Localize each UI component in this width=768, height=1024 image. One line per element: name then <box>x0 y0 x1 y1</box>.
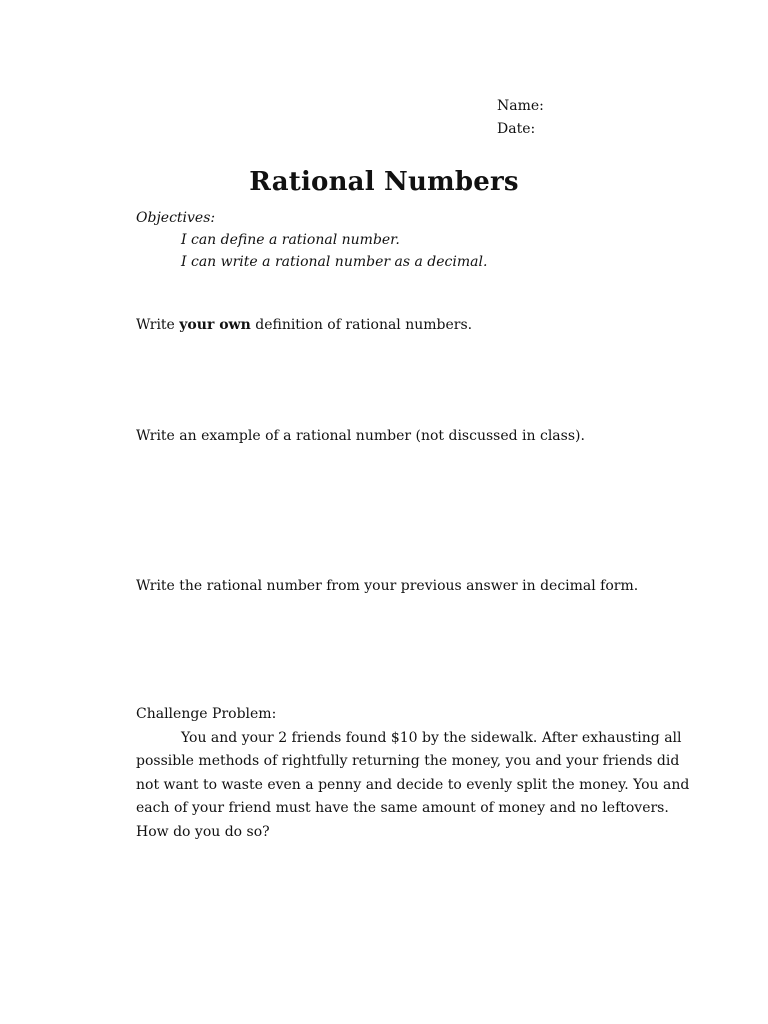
objective-item: I can write a rational number as a decimal. <box>181 254 488 270</box>
name-label: Name: <box>497 98 544 114</box>
question-emphasis: your own <box>179 317 251 333</box>
question-definition <box>136 314 472 336</box>
page-title: Rational Numbers <box>249 167 519 197</box>
question-text: Write <box>136 317 180 333</box>
challenge-question: How do you do so? <box>136 823 270 840</box>
question-example: Write an example of a rational number (not discussed in class). <box>136 428 585 444</box>
question-decimal-form: Write the rational number from your previous answer in decimal form. <box>136 578 639 594</box>
student-info <box>497 95 544 141</box>
objectives-section <box>136 207 487 273</box>
challenge-body: You and your 2 friends found $10 by the sidewalk. After exhausting all possible methods of rightfully returning the money, you and your friends did not want to waste even a penny and decide to evenly split the money. You and each of your friend must have the same amount of money and no leftovers. <box>136 729 690 816</box>
objective-item: I can define a rational number. <box>181 232 400 248</box>
challenge-problem <box>136 703 696 844</box>
question-text: definition of rational numbers. <box>250 317 473 333</box>
objectives-heading: Objectives: <box>136 210 216 226</box>
challenge-heading: Challenge Problem: <box>136 706 277 722</box>
date-label: Date: <box>497 121 536 137</box>
